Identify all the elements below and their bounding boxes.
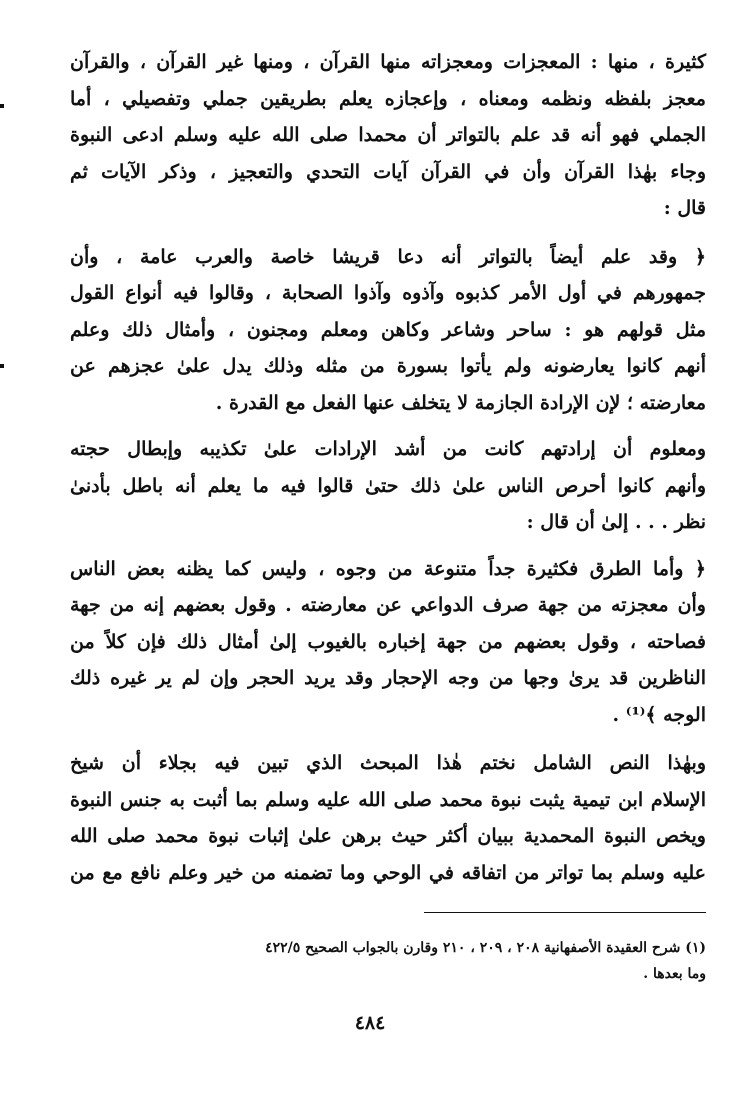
text-line: كثيرة ، منها : المعجزات ومعجزاته منها القرآن ، ومنها غير القرآن ، والقرآن bbox=[70, 51, 706, 73]
footnote bbox=[70, 935, 706, 987]
paragraph-2 bbox=[70, 431, 706, 541]
text-line: ويخص النبوة المحمدية ببيان أكثر حيث برهن علىٰ إثبات نبوة محمد صلى الله bbox=[70, 825, 706, 847]
text-line: وبهٰذا النص الشامل نختم هٰذا المبحث الذي تبين فيه بجلاء أن شيخ bbox=[70, 752, 706, 774]
text-line: مثل قولهم هو : ساحر وشاعر وكاهن ومعلم ومجنون ، وأمثال ذلك وعلم bbox=[70, 318, 706, 341]
text-line: ﴿ وأما الطرق فكثيرة جداً متنوعة من وجوه ، وليس كما يظنه بعض الناس bbox=[70, 557, 706, 580]
paragraph-3 bbox=[70, 745, 706, 891]
text-line: وجاء بهٰذا القرآن وأن في القرآن آيات التحدي والتعجيز ، وذكر الآيات ثم bbox=[70, 160, 706, 183]
paragraph-1 bbox=[70, 44, 706, 227]
text-line: فصاحته ، وقول بعضهم من جهة إخباره بالغيوب إلىٰ أمثال ذلك فإن كلاً من bbox=[70, 630, 706, 653]
footnote-line: وما بعدها . bbox=[643, 966, 706, 982]
text-line: معجز بلفظه ونظمه ومعناه ، وإعجازه يعلم بطريقين جملي وتفصيلي ، أما bbox=[70, 87, 706, 110]
text-line: الناظرين قد يرىٰ وجها من وجه الإحجار وقد يريد الحجر وإن لم ير غيره ذلك bbox=[70, 667, 706, 689]
margin-mark bbox=[0, 364, 4, 368]
quote-paragraph-1 bbox=[70, 239, 706, 422]
text-line: ﴿ وقد علم أيضاً بالتواتر أنه دعا قريشا خاصة والعرب عامة ، وأن bbox=[70, 245, 706, 268]
text-line: الإسلام ابن تيمية يثبت نبوة محمد صلى الله عليه وسلم بما أثبت به جنس النبوة bbox=[70, 788, 706, 811]
page-number: ٤٨٤ bbox=[354, 1012, 386, 1034]
text-line: الوجه ﴾⁽¹⁾ . bbox=[612, 703, 706, 726]
footnote-divider bbox=[424, 912, 706, 913]
text-line: أنهم كانوا يعارضونه ولم يأتوا بسورة من مثله وذلك يدل علىٰ عجزهم عن bbox=[70, 355, 706, 377]
margin-mark bbox=[0, 104, 4, 108]
text-line: الجملي فهو أنه قد علم بالتواتر أن محمدا صلى الله عليه وسلم ادعى النبوة bbox=[70, 124, 706, 146]
text-line: عليه وسلم بما تواتر من اتفاقه في الوحي وما تضمنه من خير وعلم نافع مع من bbox=[70, 861, 706, 884]
text-line: وأن معجزته من جهة صرف الدواعي عن معارضته . وقول بعضهم إنه من جهة bbox=[70, 594, 706, 616]
text-line: قال : bbox=[663, 197, 706, 219]
footnote-line: (١) شرح العقيدة الأصفهانية ٢٠٨ ، ٢٠٩ ، ٢١٠ وقارن بالجواب الصحيح ٤٢٢/٥ bbox=[265, 940, 706, 956]
text-line: وأنهم كانوا أحرص الناس علىٰ ذلك حتىٰ قالوا فيه ما يعلم أنه باطل بأدنىٰ bbox=[70, 474, 706, 497]
text-line: معارضته ؛ لإن الإرادة الجازمة لا يتخلف عنها الفعل مع القدرة . bbox=[215, 391, 706, 414]
quote-paragraph-2 bbox=[70, 551, 706, 734]
page-body bbox=[70, 44, 706, 891]
text-line: نظر . . . إلىٰ أن قال : bbox=[526, 511, 706, 533]
text-line: ومعلوم أن إرادتهم كانت من أشد الإرادات علىٰ تكذيبه وإبطال حجته bbox=[70, 438, 706, 460]
text-line: جمهورهم في أول الأمر كذبوه وآذوه وآذوا الصحابة ، وقالوا فيه أنواع القول bbox=[70, 282, 706, 304]
